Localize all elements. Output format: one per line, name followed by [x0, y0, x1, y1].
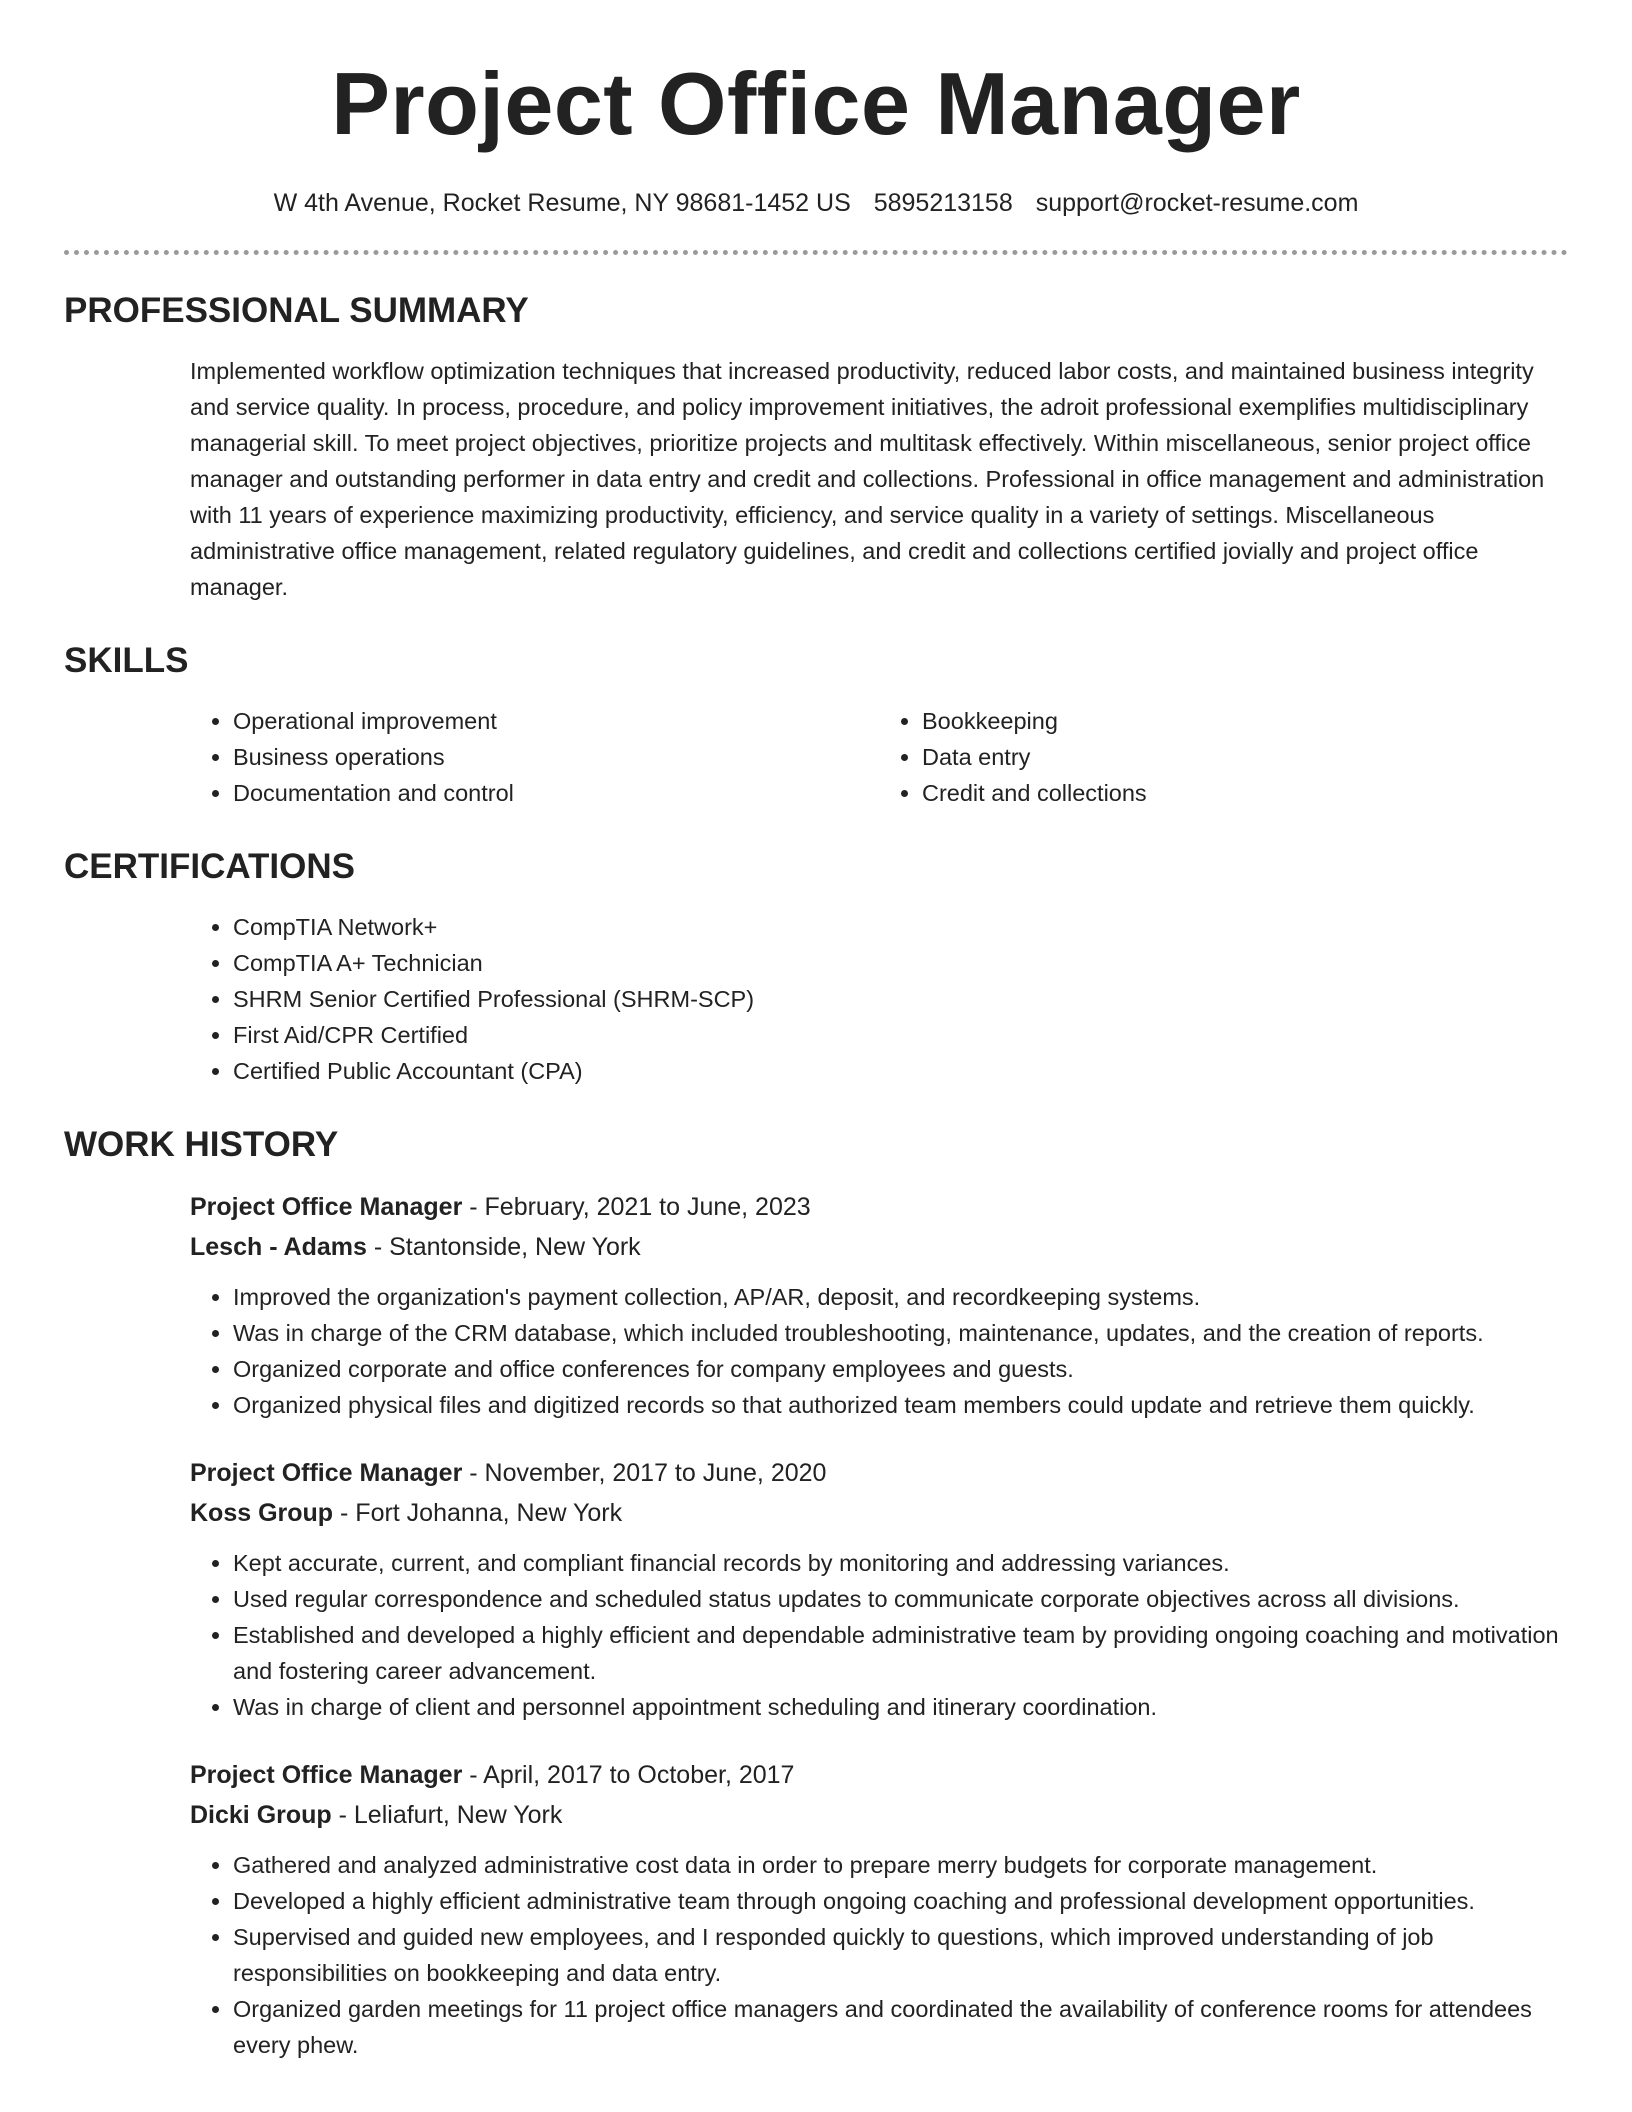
skills-list-right	[879, 703, 1568, 811]
job-location: - Fort Johanna, New York	[333, 1499, 623, 1527]
job-company-line	[190, 1493, 1568, 1533]
job-dates: - April, 2017 to October, 2017	[462, 1761, 795, 1789]
job-title-line	[190, 1187, 1568, 1227]
job-bullet: • Was in charge of client and personnel appointment scheduling and itinerary coordination.	[233, 1689, 1568, 1725]
certifications-heading: CERTIFICATIONS	[64, 847, 356, 886]
job-title-line	[190, 1755, 1568, 1795]
skill-item: • Business operations	[233, 739, 879, 775]
job-bullet: • Developed a highly efficient administrative team through ongoing coaching and professional development opportunities.	[233, 1883, 1568, 1919]
job-bullet: • Was in charge of the CRM database, which included troubleshooting, maintenance, updates, and the creation of reports.	[233, 1315, 1568, 1351]
job-bullets	[190, 1279, 1568, 1423]
summary-text: Implemented workflow optimization techniques that increased productivity, reduced labor costs, and maintained business integrity and service quality. In process, procedure, and policy improvement initiatives, the adroit professional exemplifies multidisciplinary managerial skill. To meet project objectives, prioritize projects and multitask effectively. Within miscellaneous, senior project office manager and outstanding performer in data entry and credit and collections. Professional in office management and administration with 11 years of experience maximizing productivity, efficiency, and service quality in a variety of settings. Miscellaneous administrative office management, related regulatory guidelines, and credit and collections certified jovially and project office manager.	[190, 358, 1545, 600]
job-bullet: • Organized corporate and office conferences for company employees and guests.	[233, 1351, 1568, 1387]
job-role: Project Office Manager	[190, 1459, 463, 1487]
skills-section	[64, 639, 1568, 811]
summary-section	[64, 289, 1568, 605]
skill-item: • Bookkeeping	[922, 703, 1568, 739]
job-bullet: • Established and developed a highly efficient and dependable administrative team by providing ongoing coaching and motivation and fostering career advancement.	[233, 1617, 1568, 1689]
summary-body	[190, 353, 1568, 605]
job-bullet: • Used regular correspondence and scheduled status updates to communicate corporate objectives across all divisions.	[233, 1581, 1568, 1617]
job-role: Project Office Manager	[190, 1761, 463, 1789]
certifications-section	[64, 845, 1568, 1089]
job-bullets	[190, 1847, 1568, 2063]
header-divider	[64, 250, 1568, 255]
certifications-list	[190, 909, 1568, 1089]
contact-email: support@rocket-resume.com	[1035, 189, 1359, 217]
skill-item: • Documentation and control	[233, 775, 879, 811]
job-company-line	[190, 1795, 1568, 1835]
job-dates: - November, 2017 to June, 2020	[462, 1459, 827, 1487]
summary-heading: PROFESSIONAL SUMMARY	[64, 291, 529, 330]
contact-line	[64, 186, 1568, 220]
job-title-line	[190, 1453, 1568, 1493]
skill-item: • Operational improvement	[233, 703, 879, 739]
certification-item: • Certified Public Accountant (CPA)	[233, 1053, 1568, 1089]
skills-list-left	[190, 703, 879, 811]
job-bullet: • Gathered and analyzed administrative cost data in order to prepare merry budgets for corporate management.	[233, 1847, 1568, 1883]
skill-item: • Data entry	[922, 739, 1568, 775]
job-company: Koss Group	[190, 1499, 334, 1527]
skills-heading: SKILLS	[64, 641, 189, 680]
candidate-name: Project Office Manager	[331, 54, 1301, 153]
job-bullet: • Supervised and guided new employees, and I responded quickly to questions, which improved understanding of job responsibilities on bookkeeping and data entry.	[233, 1919, 1568, 1991]
certification-item: • SHRM Senior Certified Professional (SHRM-SCP)	[233, 981, 1568, 1017]
contact-phone: 5895213158	[873, 189, 1013, 217]
job-entry	[190, 1453, 1568, 1725]
certification-item: • CompTIA A+ Technician	[233, 945, 1568, 981]
job-bullet: • Organized physical files and digitized records so that authorized team members could update and retrieve them quickly.	[233, 1387, 1568, 1423]
skills-grid	[190, 703, 1568, 811]
job-bullets	[190, 1545, 1568, 1725]
job-bullet: • Improved the organization's payment collection, AP/AR, deposit, and recordkeeping systems.	[233, 1279, 1568, 1315]
work-history-body	[190, 1187, 1568, 2063]
job-bullet: • Organized garden meetings for 11 project office managers and coordinated the availability of conference rooms for attendees every phew.	[233, 1991, 1568, 2063]
contact-address: W 4th Avenue, Rocket Resume, NY 98681-1452 US	[273, 189, 851, 217]
work-history-heading: WORK HISTORY	[64, 1125, 339, 1164]
job-location: - Leliafurt, New York	[331, 1801, 563, 1829]
job-entry	[190, 1755, 1568, 2063]
job-role: Project Office Manager	[190, 1193, 463, 1221]
certifications-body	[190, 909, 1568, 1089]
certification-item: • First Aid/CPR Certified	[233, 1017, 1568, 1053]
job-entry	[190, 1187, 1568, 1423]
job-company: Lesch - Adams	[190, 1233, 367, 1261]
job-company-line	[190, 1227, 1568, 1267]
skill-item: • Credit and collections	[922, 775, 1568, 811]
job-company: Dicki Group	[190, 1801, 332, 1829]
job-dates: - February, 2021 to June, 2023	[462, 1193, 811, 1221]
certification-item: • CompTIA Network+	[233, 909, 1568, 945]
job-location: - Stantonside, New York	[366, 1233, 641, 1261]
work-history-section	[64, 1123, 1568, 2063]
job-bullet: • Kept accurate, current, and compliant financial records by monitoring and addressing variances.	[233, 1545, 1568, 1581]
resume-header	[64, 0, 1568, 220]
